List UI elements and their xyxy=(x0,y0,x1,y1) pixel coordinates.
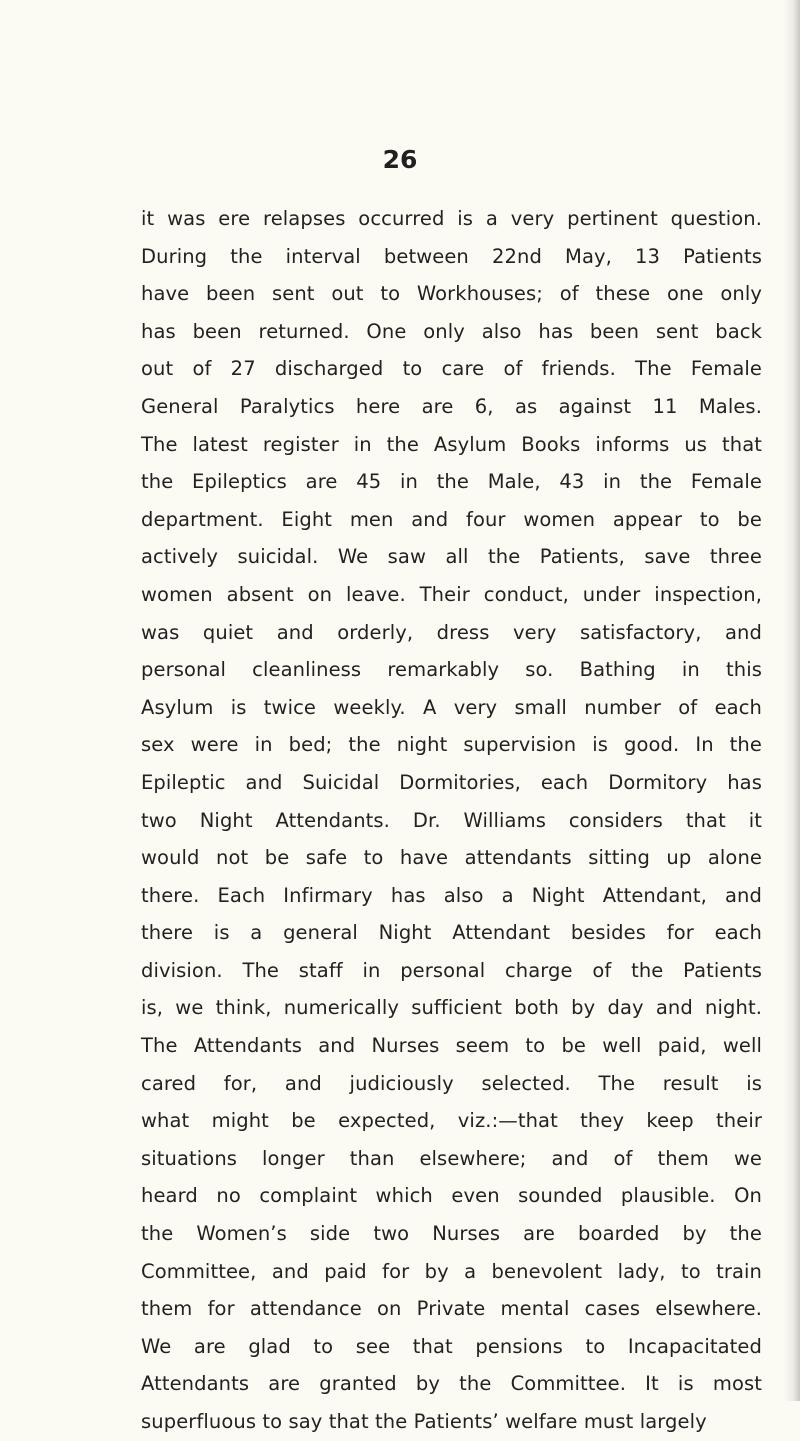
text-line: there. Each Infirmary has also a Night Attendant, and xyxy=(141,883,762,907)
text-line: heard no complaint which even sounded plausible. On xyxy=(141,1184,762,1208)
text-line: actively suicidal. We saw all the Patients, save three xyxy=(141,545,762,569)
text-line: them for attendance on Private mental cases elsewhere. xyxy=(141,1297,762,1321)
text-line: the Epileptics are 45 in the Male, 43 in the Female xyxy=(141,470,762,494)
text-line: Attendants are granted by the Committee. It is most xyxy=(141,1372,762,1396)
text-line: have been sent out to Workhouses; of these one only xyxy=(141,282,762,306)
body-text xyxy=(141,200,762,1441)
page-edge-shadow xyxy=(784,0,800,1401)
text-line: department. Eight men and four women appear to be xyxy=(141,507,762,531)
page-number: 26 xyxy=(382,145,418,174)
text-line: cared for, and judiciously selected. The result is xyxy=(141,1071,762,1095)
text-line: was quiet and orderly, dress very satisfactory, and xyxy=(141,620,762,644)
text-line: Committee, and paid for by a benevolent lady, to train xyxy=(141,1259,762,1283)
text-line: is, we think, numerically sufficient both by day and night. xyxy=(141,996,762,1020)
text-line: The Attendants and Nurses seem to be well paid, well xyxy=(141,1034,762,1058)
text-line: would not be safe to have attendants sitting up alone xyxy=(141,846,762,870)
text-line: there is a general Night Attendant besides for each xyxy=(141,921,762,945)
text-line: General Paralytics here are 6, as against 11 Males. xyxy=(141,394,762,418)
text-line: personal cleanliness remarkably so. Bathing in this xyxy=(141,658,762,682)
text-line: has been returned. One only also has been sent back xyxy=(141,319,762,343)
text-line: We are glad to see that pensions to Incapacitated xyxy=(141,1334,762,1358)
text-line: Asylum is twice weekly. A very small number of each xyxy=(141,695,762,719)
text-line: The latest register in the Asylum Books informs us that xyxy=(141,432,762,456)
text-line: During the interval between 22nd May, 13 Patients xyxy=(141,244,762,268)
text-line: what might be expected, viz.:—that they keep their xyxy=(141,1109,762,1133)
text-line: it was ere relapses occurred is a very pertinent question. xyxy=(141,207,762,230)
text-line: the Women’s side two Nurses are boarded by the xyxy=(141,1222,762,1246)
text-line: women absent on leave. Their conduct, under inspection, xyxy=(141,582,762,606)
text-line: Epileptic and Suicidal Dormitories, each Dormitory has xyxy=(141,770,762,794)
text-line: two Night Attendants. Dr. Williams considers that it xyxy=(141,808,762,832)
text-line: out of 27 discharged to care of friends. The Female xyxy=(141,357,762,381)
text-line: superfluous to say that the Patients’ welfare must largely xyxy=(141,1410,707,1433)
text-line: situations longer than elsewhere; and of them we xyxy=(141,1146,762,1170)
text-line: sex were in bed; the night supervision is good. In the xyxy=(141,733,762,757)
text-line: division. The staff in personal charge of the Patients xyxy=(141,958,762,982)
